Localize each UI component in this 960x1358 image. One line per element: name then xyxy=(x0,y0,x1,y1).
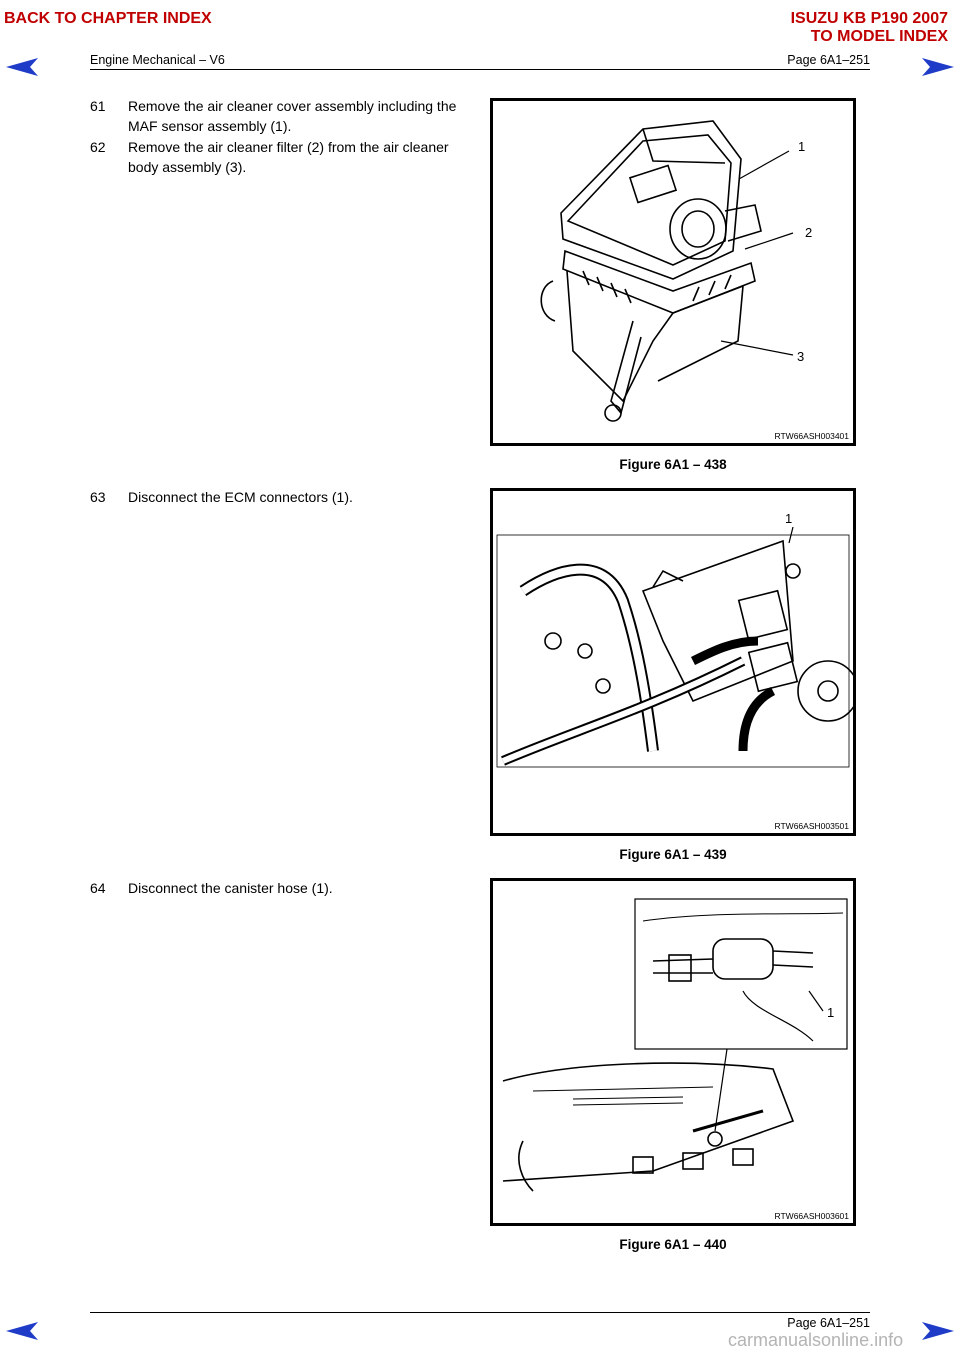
callout-label: 1 xyxy=(798,139,806,154)
step-text: Disconnect the canister hose (1). xyxy=(128,880,333,896)
callout-label: 1 xyxy=(827,1005,835,1020)
figure-caption: Figure 6A1 – 438 xyxy=(619,457,727,472)
step-number: 63 xyxy=(90,489,106,505)
figure-canister-hose-illustration xyxy=(490,878,856,1226)
header-section-title: Engine Mechanical – V6 xyxy=(90,53,225,67)
step-number: 61 xyxy=(90,98,106,114)
step-62 xyxy=(90,137,470,177)
step-text: Remove the air cleaner cover assembly including the MAF sensor assembly (1). xyxy=(128,98,457,134)
figure-ecm-connectors-illustration xyxy=(490,488,856,836)
prev-page-arrow-icon[interactable] xyxy=(6,58,38,76)
next-page-arrow-icon[interactable] xyxy=(922,1322,954,1340)
figure-code: RTW66ASH003401 xyxy=(774,431,849,441)
figure-code: RTW66ASH003601 xyxy=(774,1211,849,1221)
next-page-arrow-icon[interactable] xyxy=(922,58,954,76)
prev-page-arrow-icon[interactable] xyxy=(6,1322,38,1340)
callout-label: 3 xyxy=(797,349,805,364)
step-number: 64 xyxy=(90,880,106,896)
step-64 xyxy=(90,878,470,898)
step-61 xyxy=(90,96,470,136)
header-rule xyxy=(90,69,870,70)
footer-page-number: Page 6A1–251 xyxy=(787,1316,870,1330)
step-text: Disconnect the ECM connectors (1). xyxy=(128,489,353,505)
header-page-number: Page 6A1–251 xyxy=(787,53,870,67)
back-to-chapter-index-link[interactable]: BACK TO CHAPTER INDEX xyxy=(4,10,212,27)
figure-code: RTW66ASH003501 xyxy=(774,821,849,831)
callout-label: 1 xyxy=(785,511,793,526)
model-index-link[interactable]: TO MODEL INDEX xyxy=(810,28,948,45)
watermark-text: carmanualsonline.info xyxy=(728,1330,904,1350)
figure-air-cleaner-illustration xyxy=(490,98,856,446)
step-63 xyxy=(90,487,470,507)
model-title-link[interactable]: ISUZU KB P190 2007 xyxy=(790,10,948,27)
callout-label: 2 xyxy=(805,225,813,240)
step-text: Remove the air cleaner filter (2) from the air cleaner body assembly (3). xyxy=(128,139,449,175)
figure-caption: Figure 6A1 – 440 xyxy=(619,1237,727,1252)
figure-caption: Figure 6A1 – 439 xyxy=(619,847,727,862)
footer-rule xyxy=(90,1312,870,1313)
step-number: 62 xyxy=(90,139,106,155)
